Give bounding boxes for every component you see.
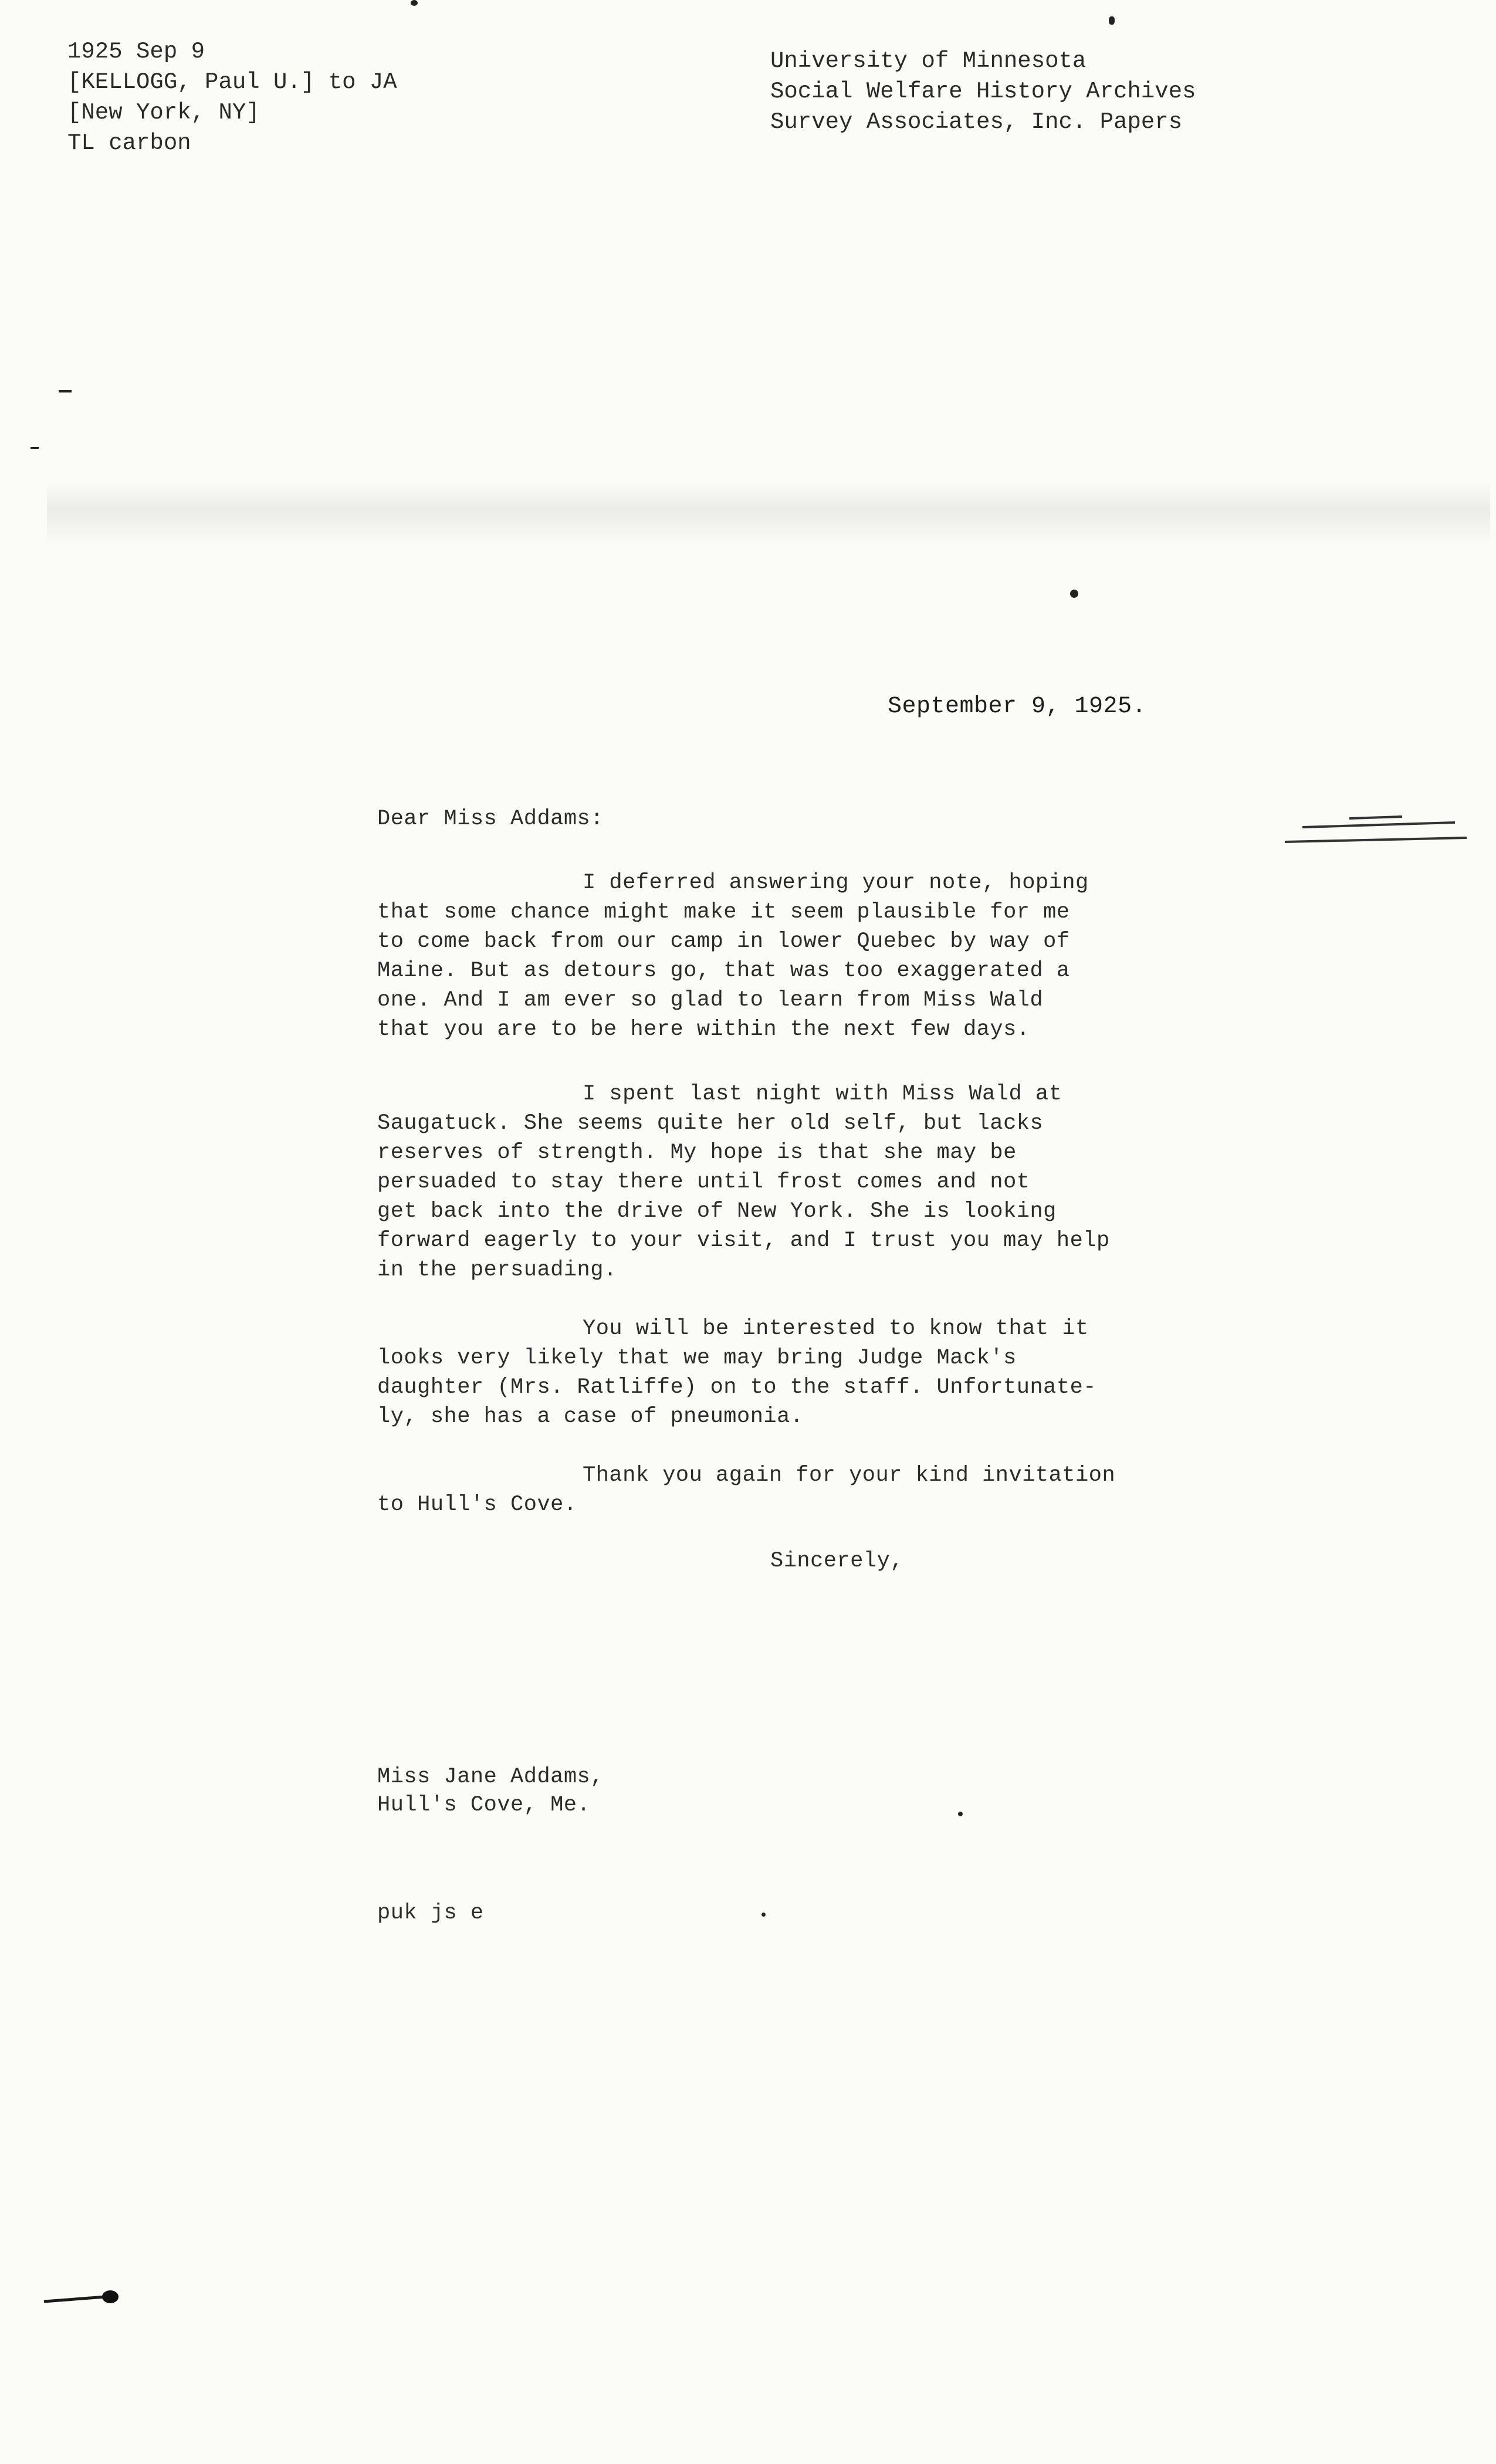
paragraph-line: looks very likely that we may bring Judge Mack's xyxy=(377,1346,1017,1370)
paragraph-line: daughter (Mrs. Ratliffe) on to the staff. Unfortunate- xyxy=(377,1375,1096,1400)
paragraph-line: I deferred answering your note, hoping xyxy=(583,871,1089,895)
ink-dot-mark xyxy=(761,1913,766,1917)
letter-paragraph-2 xyxy=(377,1079,1199,1285)
pen-scribble-mark xyxy=(1279,815,1473,857)
paragraph-line: forward eagerly to your visit, and I trust you may help xyxy=(377,1228,1110,1253)
letter-date: September 9, 1925. xyxy=(888,693,1147,720)
paragraph-line: reserves of strength. My hope is that she may be xyxy=(377,1140,1017,1165)
letter-addressee xyxy=(377,1763,604,1819)
ink-dot-mark xyxy=(1070,590,1078,598)
margin-dash-mark xyxy=(31,447,39,449)
pen-stroke-mark xyxy=(41,2285,123,2309)
paragraph-line: persuaded to stay there until frost comes and not xyxy=(377,1170,1030,1194)
ink-dot-mark xyxy=(1109,16,1115,25)
paragraph-line: that some chance might make it seem plausible for me xyxy=(377,900,1070,925)
margin-dash-mark xyxy=(59,390,72,392)
paragraph-line: that you are to be here within the next few days. xyxy=(377,1017,1030,1042)
catalog-date: 1925 Sep 9 xyxy=(67,39,205,65)
archive-institution: University of Minnesota xyxy=(770,48,1087,74)
paragraph-line: You will be interested to know that it xyxy=(583,1316,1089,1341)
letter-paragraph-1 xyxy=(377,868,1199,1044)
paragraph-line: Saugatuck. She seems quite her old self, but lacks xyxy=(377,1111,1044,1136)
letter-closing: Sincerely, xyxy=(770,1549,904,1573)
addressee-location: Hull's Cove, Me. xyxy=(377,1793,591,1817)
catalog-metadata xyxy=(67,36,397,158)
letter-paragraph-4 xyxy=(377,1461,1199,1519)
paragraph-line: to Hull's Cove. xyxy=(377,1492,577,1517)
carbon-smudge xyxy=(47,481,1490,546)
ink-dot-mark xyxy=(958,1812,963,1816)
catalog-correspondents: [KELLOGG, Paul U.] to JA xyxy=(67,69,397,95)
paragraph-line: one. And I am ever so glad to learn from Miss Wald xyxy=(377,988,1044,1013)
archive-papers: Survey Associates, Inc. Papers xyxy=(770,109,1183,135)
paragraph-line: ly, she has a case of pneumonia. xyxy=(377,1404,804,1429)
ink-dot-mark xyxy=(411,0,418,6)
archive-collection: Social Welfare History Archives xyxy=(770,79,1196,104)
archive-source xyxy=(770,46,1196,137)
paragraph-line: Thank you again for your kind invitation xyxy=(583,1463,1116,1488)
paragraph-line: in the persuading. xyxy=(377,1258,617,1282)
letter-paragraph-3 xyxy=(377,1314,1199,1431)
reference-initials: puk js e xyxy=(377,1901,484,1925)
paragraph-line: Maine. But as detours go, that was too exaggerated a xyxy=(377,959,1070,983)
paragraph-line: to come back from our camp in lower Quebec by way of xyxy=(377,929,1070,954)
paragraph-line: get back into the drive of New York. She is looking xyxy=(377,1199,1057,1224)
catalog-place: [New York, NY] xyxy=(67,100,260,126)
addressee-name: Miss Jane Addams, xyxy=(377,1765,604,1789)
letter-salutation: Dear Miss Addams: xyxy=(377,807,604,831)
paragraph-line: I spent last night with Miss Wald at xyxy=(583,1082,1062,1106)
catalog-format: TL carbon xyxy=(67,130,191,156)
